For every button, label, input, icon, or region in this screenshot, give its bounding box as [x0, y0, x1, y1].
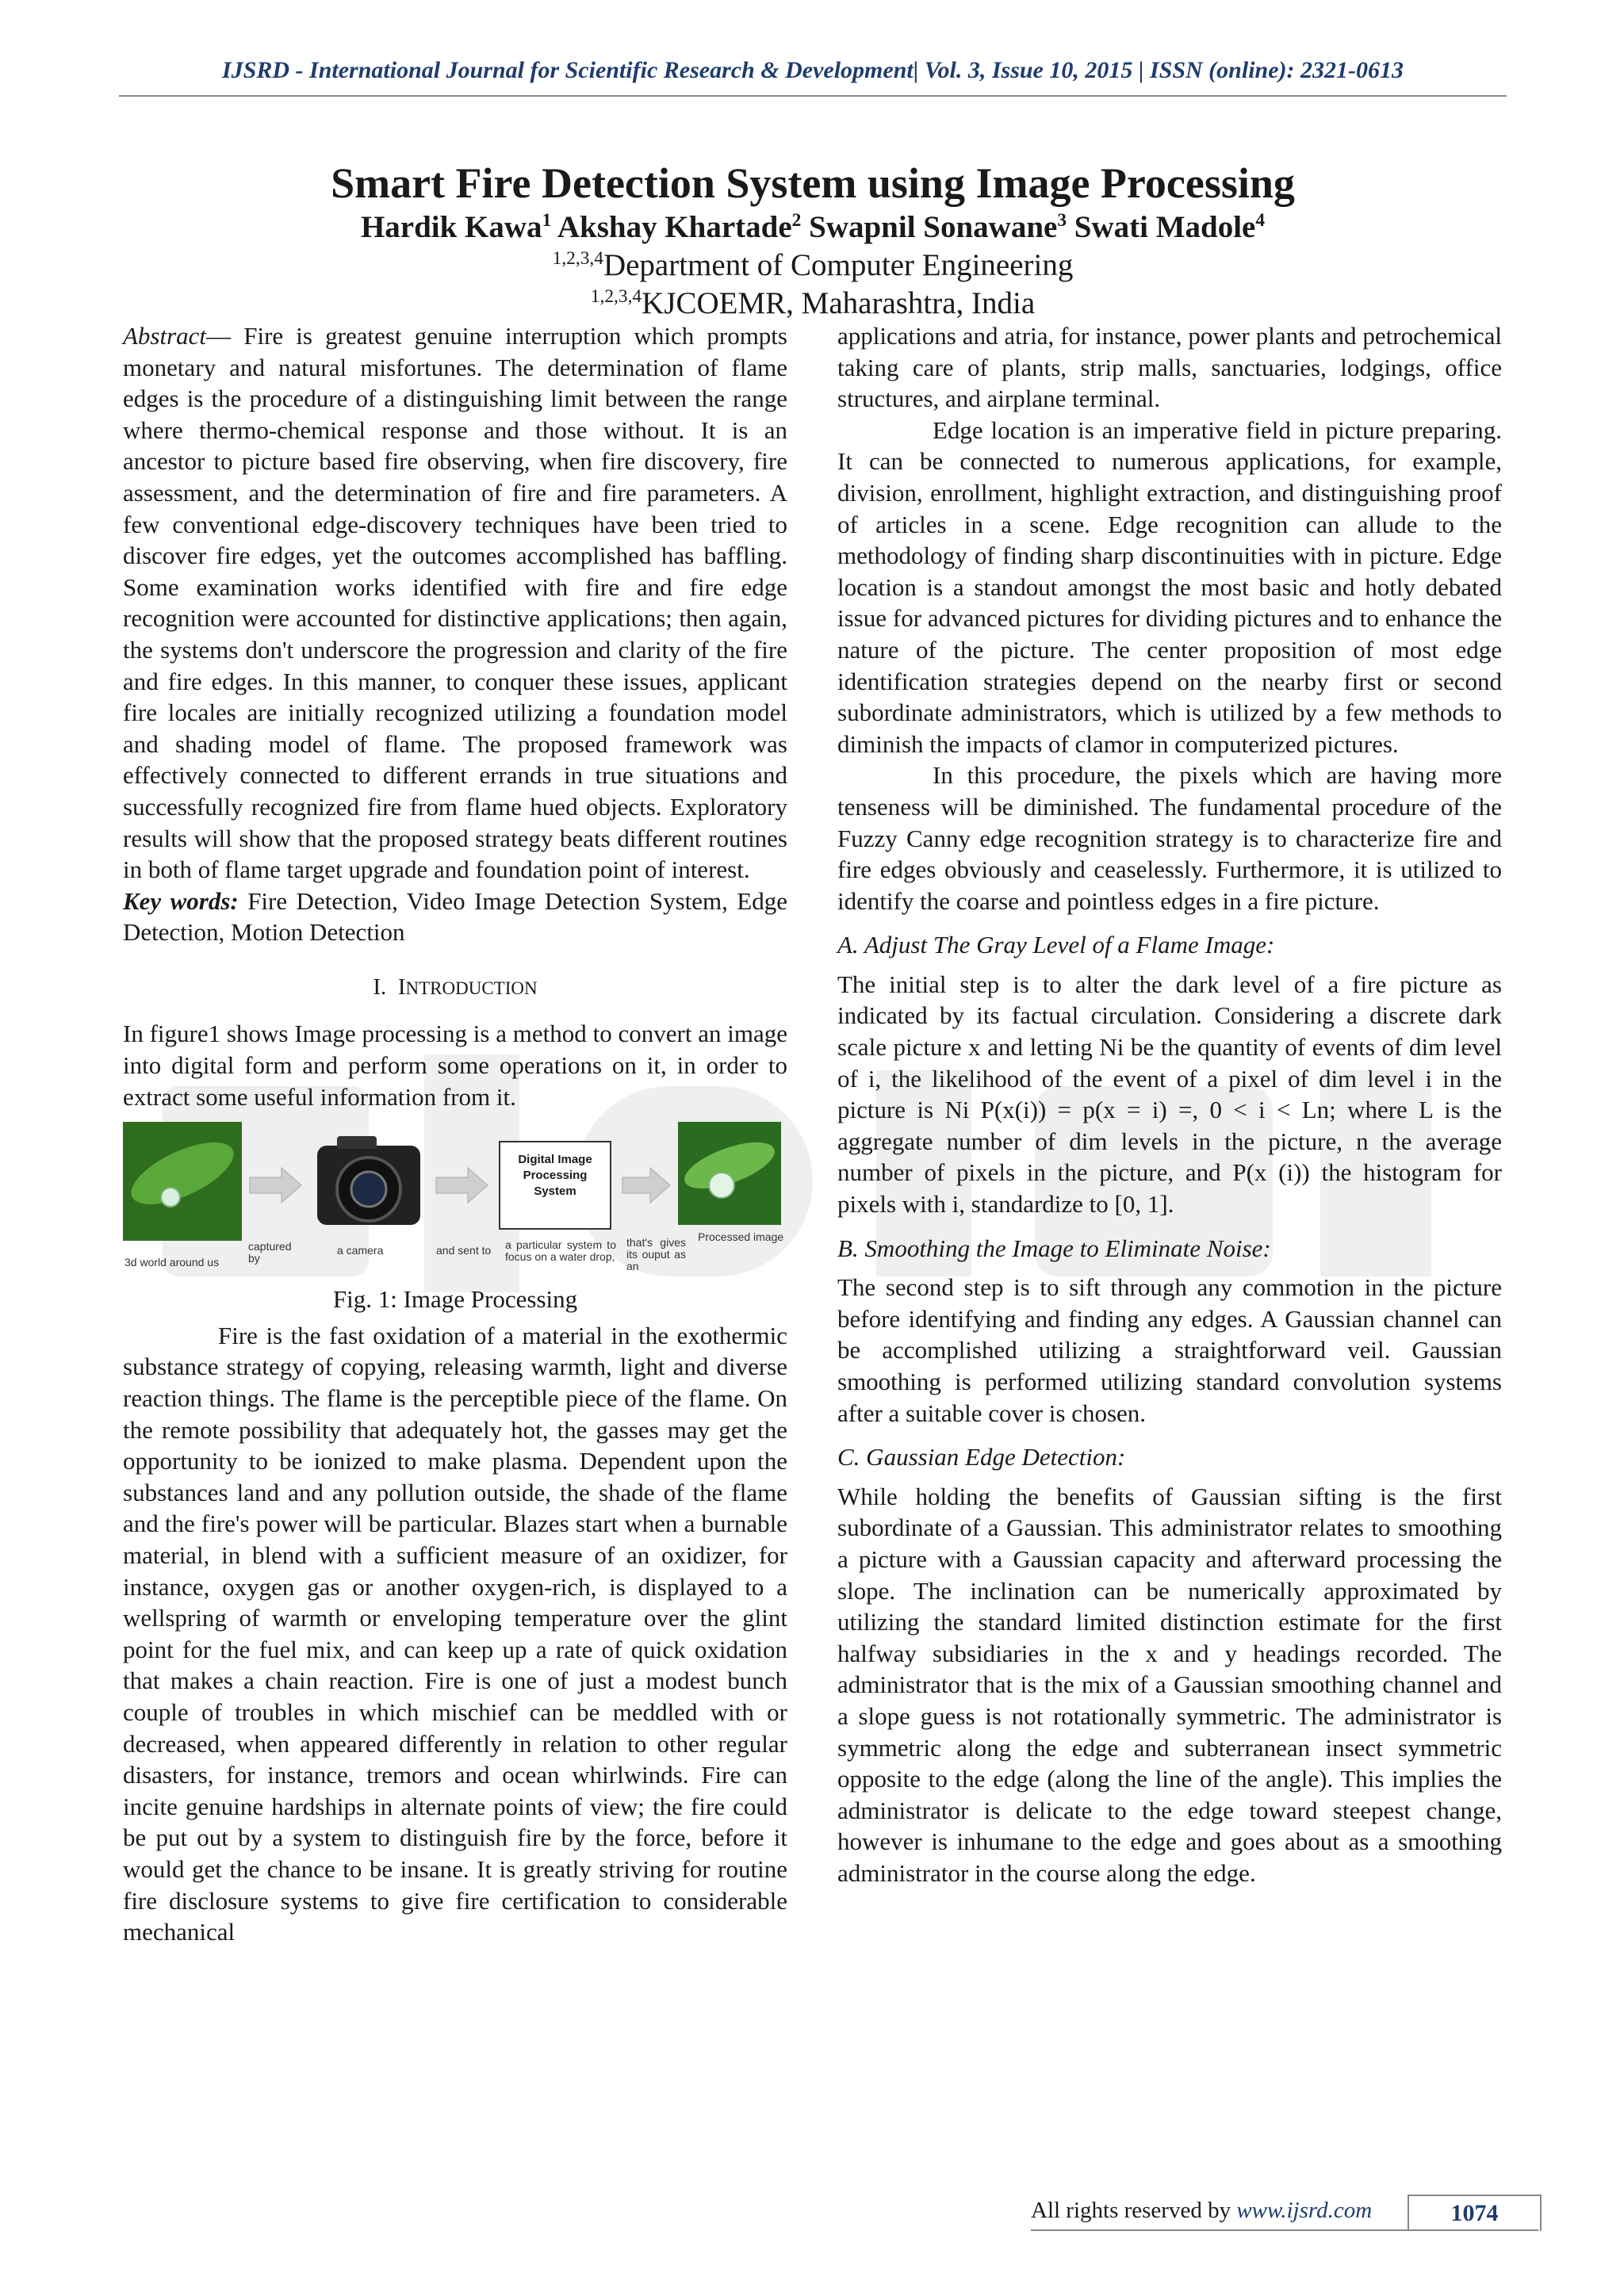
footer-site-link[interactable]: www.ijsrd.com [1236, 2198, 1373, 2223]
figure-image-processing [123, 1122, 787, 1277]
section-heading-initial: I [397, 974, 406, 1000]
journal-header: IJSRD - International Journal for Scientific Research & Development| Vol. 3, Issue 10, 2015 | ISSN (online): 2321-0613 [222, 57, 1404, 83]
abstract [123, 320, 787, 886]
abstract-text: Fire is greatest genuine interruption which prompts monetary and natural misfortunes. The determination of flame edges is the procedure of a distinguishing limit between the range where thermo-chemical response and those without. It is an ancestor to picture based fire observing, when fire discovery, fire assessment, and the determination of fire and fire parameters. A few conventional edge-discovery techniques have been tried to discover fire edges, yet the outcomes accomplished has baffling. Some examination works identified with fire and fire edge recognition were accounted for distinctive applications; then again, the systems don't underscore the progression and clarity of the fire and fire edges. In this manner, to conquer these issues, applicant fire locales are initially recognized utilizing a foundation model and shading model of flame. The proposed framework was effectively connected to different errands in true situations and successfully recognized fire from flame hued objects. Exploratory results will show that the proposed strategy beats different routines in both of flame target upgrade and foundation point of interest. [123, 322, 787, 884]
author-name: Hardik Kawa [360, 210, 542, 244]
label-system: a particular system to focus on a water drop, [505, 1238, 616, 1264]
subsection-heading-b: B. Smoothing the Image to Eliminate Noise: [837, 1234, 1271, 1262]
water-drop-icon [161, 1188, 180, 1207]
affiliation-sup: 1,2,3,4 [552, 248, 603, 269]
abstract-label: Abstract [123, 322, 207, 350]
arrow-icon [250, 1168, 301, 1203]
figure-caption: Fig. 1: Image Processing [332, 1285, 578, 1314]
author-name: Akshay Khartade [557, 210, 792, 244]
label-camera: a camera [337, 1244, 384, 1257]
keywords [123, 886, 787, 948]
author-sup: 2 [791, 210, 802, 231]
author-list [119, 209, 1507, 245]
author-name: Swapnil Sonawane [809, 210, 1058, 244]
author-sup: 3 [1057, 210, 1067, 231]
section-heading-introduction [123, 972, 787, 1004]
dip-system-label: Digital Image Processing System [518, 1153, 592, 1199]
page-number: 1074 [1408, 2195, 1542, 2231]
subsection-a-text: The initial step is to alter the dark level of a fire picture as indicated by its factual circulation. Considering a discrete dark scale picture x and letting Ni be the quantity of events of dim level of i, the likelihood of the event of a pixel of dim level i in the picture is Ni P(x(i)) = p(x = i) =, 0 < i < Ln; where L is the aggregate number of dim levels in the picture, n the average number of pixels in the picture, and P(x (i)) the histogram for pixels with i, standardize to [0, 1]. [837, 970, 1502, 1219]
affiliation-institute [119, 285, 1507, 321]
camera-top-icon [337, 1136, 377, 1149]
right-paragraph-2: Edge location is an imperative field in picture preparing. It can be connected to numerous applications, for example, division, enrollment, highlight extraction, and distinguishing proof of articles in a scene. Edge recognition can allude to the methodology of finding sharp discontinuities with in picture. Edge location is a standout amongst the most basic and hotly debated issue for advanced pictures for dividing pictures and to enhance the nature of the picture. The center proposition of most edge identification strategies depend on the nearby first or second subordinate administrators, which is utilized by a few methods to diminish the impacts of clamor in computerized pictures. [837, 415, 1502, 758]
right-paragraph-3: In this procedure, the pixels which are having more tenseness will be diminished. The fundamental procedure of the Fuzzy Canny edge recognition strategy is to characterize fire and fire edges obviously and ceaselessly. Furthermore, it is utilized to identify the coarse and pointless edges in a fire picture. [837, 761, 1502, 915]
lens-glass-icon [351, 1172, 386, 1207]
label-3d-world: 3d world around us [124, 1256, 220, 1269]
label-sent: and sent to [436, 1244, 492, 1257]
footer-rights [1031, 2198, 1372, 2224]
water-drop-icon [709, 1173, 734, 1198]
arrow-icon [436, 1168, 488, 1203]
author-sup: 1 [542, 210, 552, 231]
left-column [123, 320, 787, 1948]
affiliation-text: Department of Computer Engineering [603, 248, 1074, 282]
affiliation-department [119, 247, 1507, 283]
affiliation-text: KJCOEMR, Maharashtra, India [642, 286, 1036, 320]
arrow-icon [622, 1168, 670, 1203]
affiliation-sup: 1,2,3,4 [590, 286, 642, 307]
header-divider [119, 95, 1507, 97]
paper-title: Smart Fire Detection System using Image Processing [331, 159, 1295, 207]
author-name: Swati Madole [1074, 210, 1256, 244]
intro-paragraph-1: In figure1 shows Image processing is a method to convert an image into digital form and perform some operations on it, in order to extract some useful information from it. [123, 1020, 787, 1111]
section-heading-smallcaps: NTRODUCTION [405, 978, 538, 998]
keywords-label: Key words: [123, 886, 239, 915]
subsection-heading-a: A. Adjust The Gray Level of a Flame Image: [837, 931, 1275, 959]
right-column [837, 320, 1502, 1889]
label-captured: captured by [248, 1240, 292, 1265]
label-processed: Processed image [698, 1230, 784, 1244]
keywords-text: Fire Detection, Video Image Detection System, Edge Detection, Motion Detection [123, 886, 787, 947]
label-gives: that's gives its ouput as an [626, 1236, 686, 1273]
subsection-b-text: The second step is to sift through any commotion in the picture before identifying and finding any edges. A Gaussian channel can be accomplished utilizing a straightforward veil. Gaussian smoothing is performed utilizing standard convolution systems after a suitable cover is chosen. [837, 1273, 1502, 1427]
author-sup: 4 [1255, 210, 1266, 231]
abstract-dash: — [206, 322, 232, 350]
right-paragraph-1: applications and atria, for instance, power plants and petrochemical taking care of plants, strip malls, sanctuaries, lodgings, office structures, and airplane terminal. [837, 322, 1502, 413]
subsection-c-text: While holding the benefits of Gaussian sifting is the first subordinate of a Gaussian. This administrator relates to smoothing a picture with a Gaussian capacity and afterward processing the slope. The inclination can be numerically approximated by utilizing the standard limited distinction estimate for the first halfway subsidiaries in the x and y headings recorded. The administrator that is the mix of a Gaussian smoothing channel and a slope guess is not rotationally symmetric. The administrator is symmetric along the edge and subterranean insect symmetric opposite to the edge (along the line of the angle). This implies the administrator is delicate to the edge toward steepest change, however is inhumane to the edge and goes about as a smoothing administrator in the course along the edge. [837, 1482, 1502, 1887]
footer-rights-text: All rights reserved by [1031, 2198, 1237, 2223]
section-numeral: I. [373, 974, 387, 1000]
subsection-heading-c: C. Gaussian Edge Detection: [837, 1443, 1126, 1471]
intro-paragraph-2: Fire is the fast oxidation of a material in the exothermic substance strategy of copying, releasing warmth, light and diverse reaction things. The flame is the perceptible piece of the flame. On the remote possibility that adequately hot, the gasses may get the opportunity to be ionized to make plasma. Dependent upon the substances land and any pollution outside, the shade of the flame and the fire's power will be particular. Blazes start when a burnable material, in blend with a sufficient measure of an oxidizer, for instance, oxygen gas or another oxygen-rich, is displayed to a wellspring of warmth or enveloping temperature over the glint point for the fuel mix, and can keep up a rate of quick oxidation that makes a chain reaction. Fire is one of just a modest bunch couple of troubles in which mischief can be meddled with or decreased, when appeared differently in relation to other regular disasters, for instance, tremors and ocean whirlwinds. Fire can incite genuine hardships in alternate points of view; the fire could be put out by a system to distinguish fire by the force, before it would get the chance to be insane. It is greatly striving for routine fire disclosure systems to give fire certification to considerable mechanical [123, 1321, 787, 1946]
